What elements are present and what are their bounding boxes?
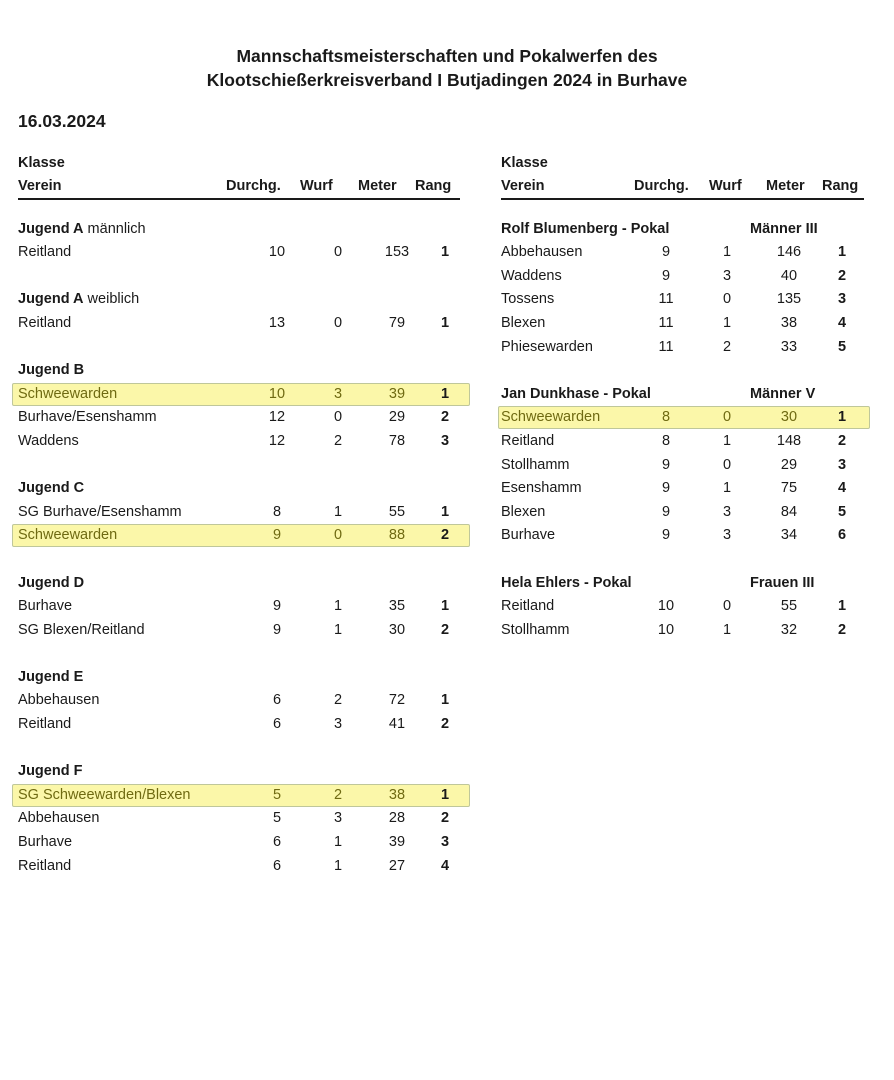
cell-wurf: 2 [333, 786, 343, 803]
cell-wurf: 1 [333, 598, 343, 615]
header-verein: Verein [18, 177, 62, 194]
cell-durchg: 6 [272, 716, 282, 733]
cell-durchg: 12 [268, 432, 286, 449]
header-durchg: Durchg. [634, 177, 689, 194]
header-klasse: Klasse [18, 155, 65, 171]
section-klasse: Frauen III [750, 574, 815, 591]
cell-meter: 148 [776, 432, 802, 449]
cell-meter: 146 [776, 244, 802, 261]
cell-rang: 3 [440, 834, 450, 851]
cell-wurf: 1 [333, 834, 343, 851]
cell-durchg: 9 [661, 267, 671, 284]
cell-rang: 1 [440, 598, 450, 615]
table-row [18, 807, 460, 831]
cell-meter: 39 [388, 834, 406, 851]
table-row [18, 713, 460, 737]
cell-meter: 29 [388, 409, 406, 426]
cell-verein: Schweewarden [501, 409, 601, 426]
cell-durchg: 9 [272, 621, 282, 638]
cell-verein: Burhave/Esenshamm [18, 409, 157, 426]
cell-verein: Schweewarden [18, 527, 118, 544]
table-row [18, 501, 460, 525]
table-row [501, 288, 864, 312]
cell-durchg: 8 [661, 409, 671, 426]
cell-rang: 2 [440, 527, 450, 544]
cell-wurf: 0 [722, 598, 732, 615]
cell-verein: Reitland [18, 314, 72, 331]
cell-rang: 1 [837, 244, 847, 261]
section-heading [18, 359, 460, 383]
section-class: Jugend A [18, 220, 84, 237]
spacer [18, 265, 460, 289]
cell-rang: 1 [440, 314, 450, 331]
cell-durchg: 11 [658, 338, 674, 355]
section-heading [18, 572, 460, 596]
table-row [18, 595, 460, 619]
table-row [501, 524, 864, 548]
cell-verein: Reitland [18, 857, 72, 874]
section-class: Jugend C [18, 480, 85, 497]
table-row [501, 336, 864, 360]
cell-wurf: 3 [333, 810, 343, 827]
table-row [18, 406, 460, 430]
section-sub: männlich [83, 220, 146, 237]
header-wurf: Wurf [709, 177, 742, 194]
section-class: Jugend B [18, 362, 85, 379]
cell-meter: 33 [780, 338, 798, 355]
cell-rang: 2 [837, 432, 847, 449]
cell-durchg: 11 [658, 314, 674, 331]
table-row [501, 619, 864, 643]
cell-meter: 84 [780, 503, 798, 520]
cell-durchg: 8 [272, 503, 282, 520]
cell-verein: Burhave [18, 598, 73, 615]
table-row [501, 477, 864, 501]
table-row [18, 855, 460, 879]
cell-rang: 1 [440, 385, 450, 402]
cell-verein: Abbehausen [501, 244, 583, 261]
section-klasse: Männer III [750, 220, 818, 237]
spacer [501, 359, 864, 383]
cell-wurf: 0 [722, 291, 732, 308]
cell-durchg: 9 [661, 456, 671, 473]
section-heading [501, 383, 864, 407]
cell-wurf: 1 [722, 432, 732, 449]
cell-durchg: 9 [661, 503, 671, 520]
cell-durchg: 9 [661, 527, 671, 544]
cell-verein: Reitland [501, 598, 555, 615]
section-heading [501, 218, 864, 242]
section-class: Jan Dunkhase - Pokal [501, 385, 651, 402]
cell-verein: Reitland [501, 432, 555, 449]
cell-durchg: 9 [272, 598, 282, 615]
cell-rang: 2 [440, 810, 450, 827]
cell-wurf: 0 [333, 527, 343, 544]
title-line-1: Mannschaftsmeisterschaften und Pokalwerfen des [236, 46, 658, 66]
cell-verein: Reitland [18, 716, 72, 733]
cell-wurf: 3 [333, 716, 343, 733]
table-row [18, 689, 460, 713]
cell-durchg: 11 [658, 291, 674, 308]
section-klasse: Männer V [750, 385, 816, 402]
section-class: Jugend A [18, 291, 84, 308]
cell-durchg: 10 [657, 621, 675, 638]
cell-durchg: 12 [268, 409, 286, 426]
cell-meter: 30 [780, 409, 798, 426]
cell-rang: 1 [837, 598, 847, 615]
cell-verein: Schweewarden [18, 385, 118, 402]
cell-rang: 5 [837, 338, 847, 355]
cell-durchg: 13 [268, 314, 286, 331]
cell-meter: 34 [780, 527, 798, 544]
section-heading [18, 288, 460, 312]
section-heading [18, 666, 460, 690]
cell-verein: Esenshamm [501, 480, 582, 497]
header-meter: Meter [358, 177, 397, 194]
cell-verein: SG Blexen/Reitland [18, 621, 145, 638]
cell-meter: 38 [780, 314, 798, 331]
cell-wurf: 1 [722, 244, 732, 261]
cell-meter: 72 [388, 692, 406, 709]
section-class: Jugend D [18, 574, 85, 591]
cell-durchg: 6 [272, 857, 282, 874]
spacer [18, 642, 460, 666]
cell-meter: 40 [780, 267, 798, 284]
cell-durchg: 10 [268, 244, 286, 261]
header-durchg: Durchg. [226, 177, 281, 194]
cell-meter: 135 [776, 291, 802, 308]
cell-wurf: 1 [722, 621, 732, 638]
cell-verein: Abbehausen [18, 692, 100, 709]
table-row [501, 454, 864, 478]
section-heading [18, 477, 460, 501]
cell-rang: 3 [837, 291, 847, 308]
cell-meter: 55 [780, 598, 798, 615]
cell-verein: SG Schweewarden/Blexen [18, 786, 191, 803]
cell-wurf: 1 [722, 480, 732, 497]
table-row [18, 831, 460, 855]
section-class: Hela Ehlers - Pokal [501, 574, 632, 591]
cell-durchg: 9 [661, 244, 671, 261]
header-klasse: Klasse [501, 155, 548, 171]
table-row [18, 430, 460, 454]
title-line-2: Klootschießerkreisverband I Butjadingen 2024 in Burhave [206, 70, 688, 90]
cell-verein: Blexen [501, 503, 546, 520]
cell-durchg: 6 [272, 834, 282, 851]
event-date: 16.03.2024 [18, 111, 106, 131]
cell-meter: 28 [388, 810, 406, 827]
cell-meter: 153 [384, 244, 410, 261]
cell-rang: 4 [837, 480, 847, 497]
cell-wurf: 2 [722, 338, 732, 355]
cell-verein: Blexen [501, 314, 546, 331]
spacer [501, 548, 864, 572]
cell-rang: 3 [837, 456, 847, 473]
table-row [501, 501, 864, 525]
header-rang: Rang [415, 177, 452, 194]
cell-rang: 3 [440, 432, 450, 449]
cell-rang: 4 [440, 857, 450, 874]
cell-wurf: 3 [722, 503, 732, 520]
cell-meter: 41 [388, 716, 406, 733]
cell-meter: 29 [780, 456, 798, 473]
section-class: Jugend E [18, 668, 84, 685]
cell-rang: 2 [440, 716, 450, 733]
header-verein: Verein [501, 177, 545, 194]
table-header-row-2 [501, 176, 864, 198]
cell-wurf: 1 [333, 621, 343, 638]
cell-meter: 32 [780, 621, 798, 638]
table-header-row-1 [501, 152, 864, 176]
cell-rang: 1 [440, 503, 450, 520]
header-divider [501, 198, 864, 200]
cell-meter: 27 [388, 857, 406, 874]
cell-rang: 1 [440, 692, 450, 709]
spacer [18, 737, 460, 761]
cell-meter: 30 [388, 621, 406, 638]
cell-durchg: 6 [272, 692, 282, 709]
cell-meter: 79 [388, 314, 406, 331]
spacer [18, 454, 460, 478]
table-row [501, 312, 864, 336]
cell-rang: 1 [440, 244, 450, 261]
cell-rang: 4 [837, 314, 847, 331]
cell-durchg: 5 [272, 786, 282, 803]
cell-rang: 2 [837, 267, 847, 284]
table-row [501, 241, 864, 265]
cell-wurf: 0 [722, 409, 732, 426]
results-table-left [18, 152, 460, 878]
spacer [18, 336, 460, 360]
cell-durchg: 9 [661, 480, 671, 497]
cell-wurf: 1 [333, 503, 343, 520]
cell-meter: 38 [388, 786, 406, 803]
spacer [18, 548, 460, 572]
cell-verein: Stollhamm [501, 621, 570, 638]
cell-verein: Waddens [18, 432, 79, 449]
cell-wurf: 2 [333, 692, 343, 709]
section-heading [18, 760, 460, 784]
cell-verein: Burhave [501, 527, 556, 544]
cell-wurf: 2 [333, 432, 343, 449]
table-row-highlighted [501, 406, 864, 430]
cell-durchg: 10 [268, 385, 286, 402]
cell-rang: 2 [440, 621, 450, 638]
section-class: Jugend F [18, 763, 83, 780]
table-row [18, 312, 460, 336]
cell-wurf: 0 [333, 409, 343, 426]
table-header-row-1 [18, 152, 460, 176]
results-table-right [501, 152, 864, 642]
cell-verein: Reitland [18, 244, 72, 261]
cell-meter: 75 [780, 480, 798, 497]
cell-wurf: 0 [722, 456, 732, 473]
cell-rang: 6 [837, 527, 847, 544]
cell-durchg: 10 [657, 598, 675, 615]
header-divider [18, 198, 460, 200]
cell-verein: Phiesewarden [501, 338, 593, 355]
cell-meter: 78 [388, 432, 406, 449]
cell-durchg: 8 [661, 432, 671, 449]
cell-durchg: 5 [272, 810, 282, 827]
cell-verein: Burhave [18, 834, 73, 851]
cell-wurf: 1 [722, 314, 732, 331]
table-row-highlighted [18, 383, 460, 407]
table-row [501, 430, 864, 454]
cell-wurf: 3 [722, 267, 732, 284]
cell-verein: Abbehausen [18, 810, 100, 827]
table-row-highlighted [18, 784, 460, 808]
table-row [501, 265, 864, 289]
cell-wurf: 0 [333, 314, 343, 331]
cell-rang: 5 [837, 503, 847, 520]
cell-verein: Waddens [501, 267, 562, 284]
cell-verein: SG Burhave/Esenshamm [18, 503, 182, 520]
cell-wurf: 3 [333, 385, 343, 402]
section-heading [18, 218, 460, 242]
cell-rang: 2 [440, 409, 450, 426]
cell-wurf: 3 [722, 527, 732, 544]
header-meter: Meter [766, 177, 805, 194]
cell-meter: 39 [388, 385, 406, 402]
table-row-highlighted [18, 524, 460, 548]
table-header-row-2 [18, 176, 460, 198]
document-title [0, 44, 894, 92]
cell-rang: 2 [837, 621, 847, 638]
section-class: Rolf Blumenberg - Pokal [501, 220, 670, 237]
table-row [18, 241, 460, 265]
cell-verein: Stollhamm [501, 456, 570, 473]
table-row [18, 619, 460, 643]
cell-meter: 55 [388, 503, 406, 520]
header-wurf: Wurf [300, 177, 333, 194]
cell-rang: 1 [440, 786, 450, 803]
cell-meter: 88 [388, 527, 406, 544]
table-row [501, 595, 864, 619]
header-rang: Rang [822, 177, 859, 194]
cell-verein: Tossens [501, 291, 555, 308]
section-sub: weiblich [83, 291, 140, 308]
cell-durchg: 9 [272, 527, 282, 544]
cell-wurf: 1 [333, 857, 343, 874]
cell-meter: 35 [388, 598, 406, 615]
cell-rang: 1 [837, 409, 847, 426]
cell-wurf: 0 [333, 244, 343, 261]
section-heading [501, 572, 864, 596]
